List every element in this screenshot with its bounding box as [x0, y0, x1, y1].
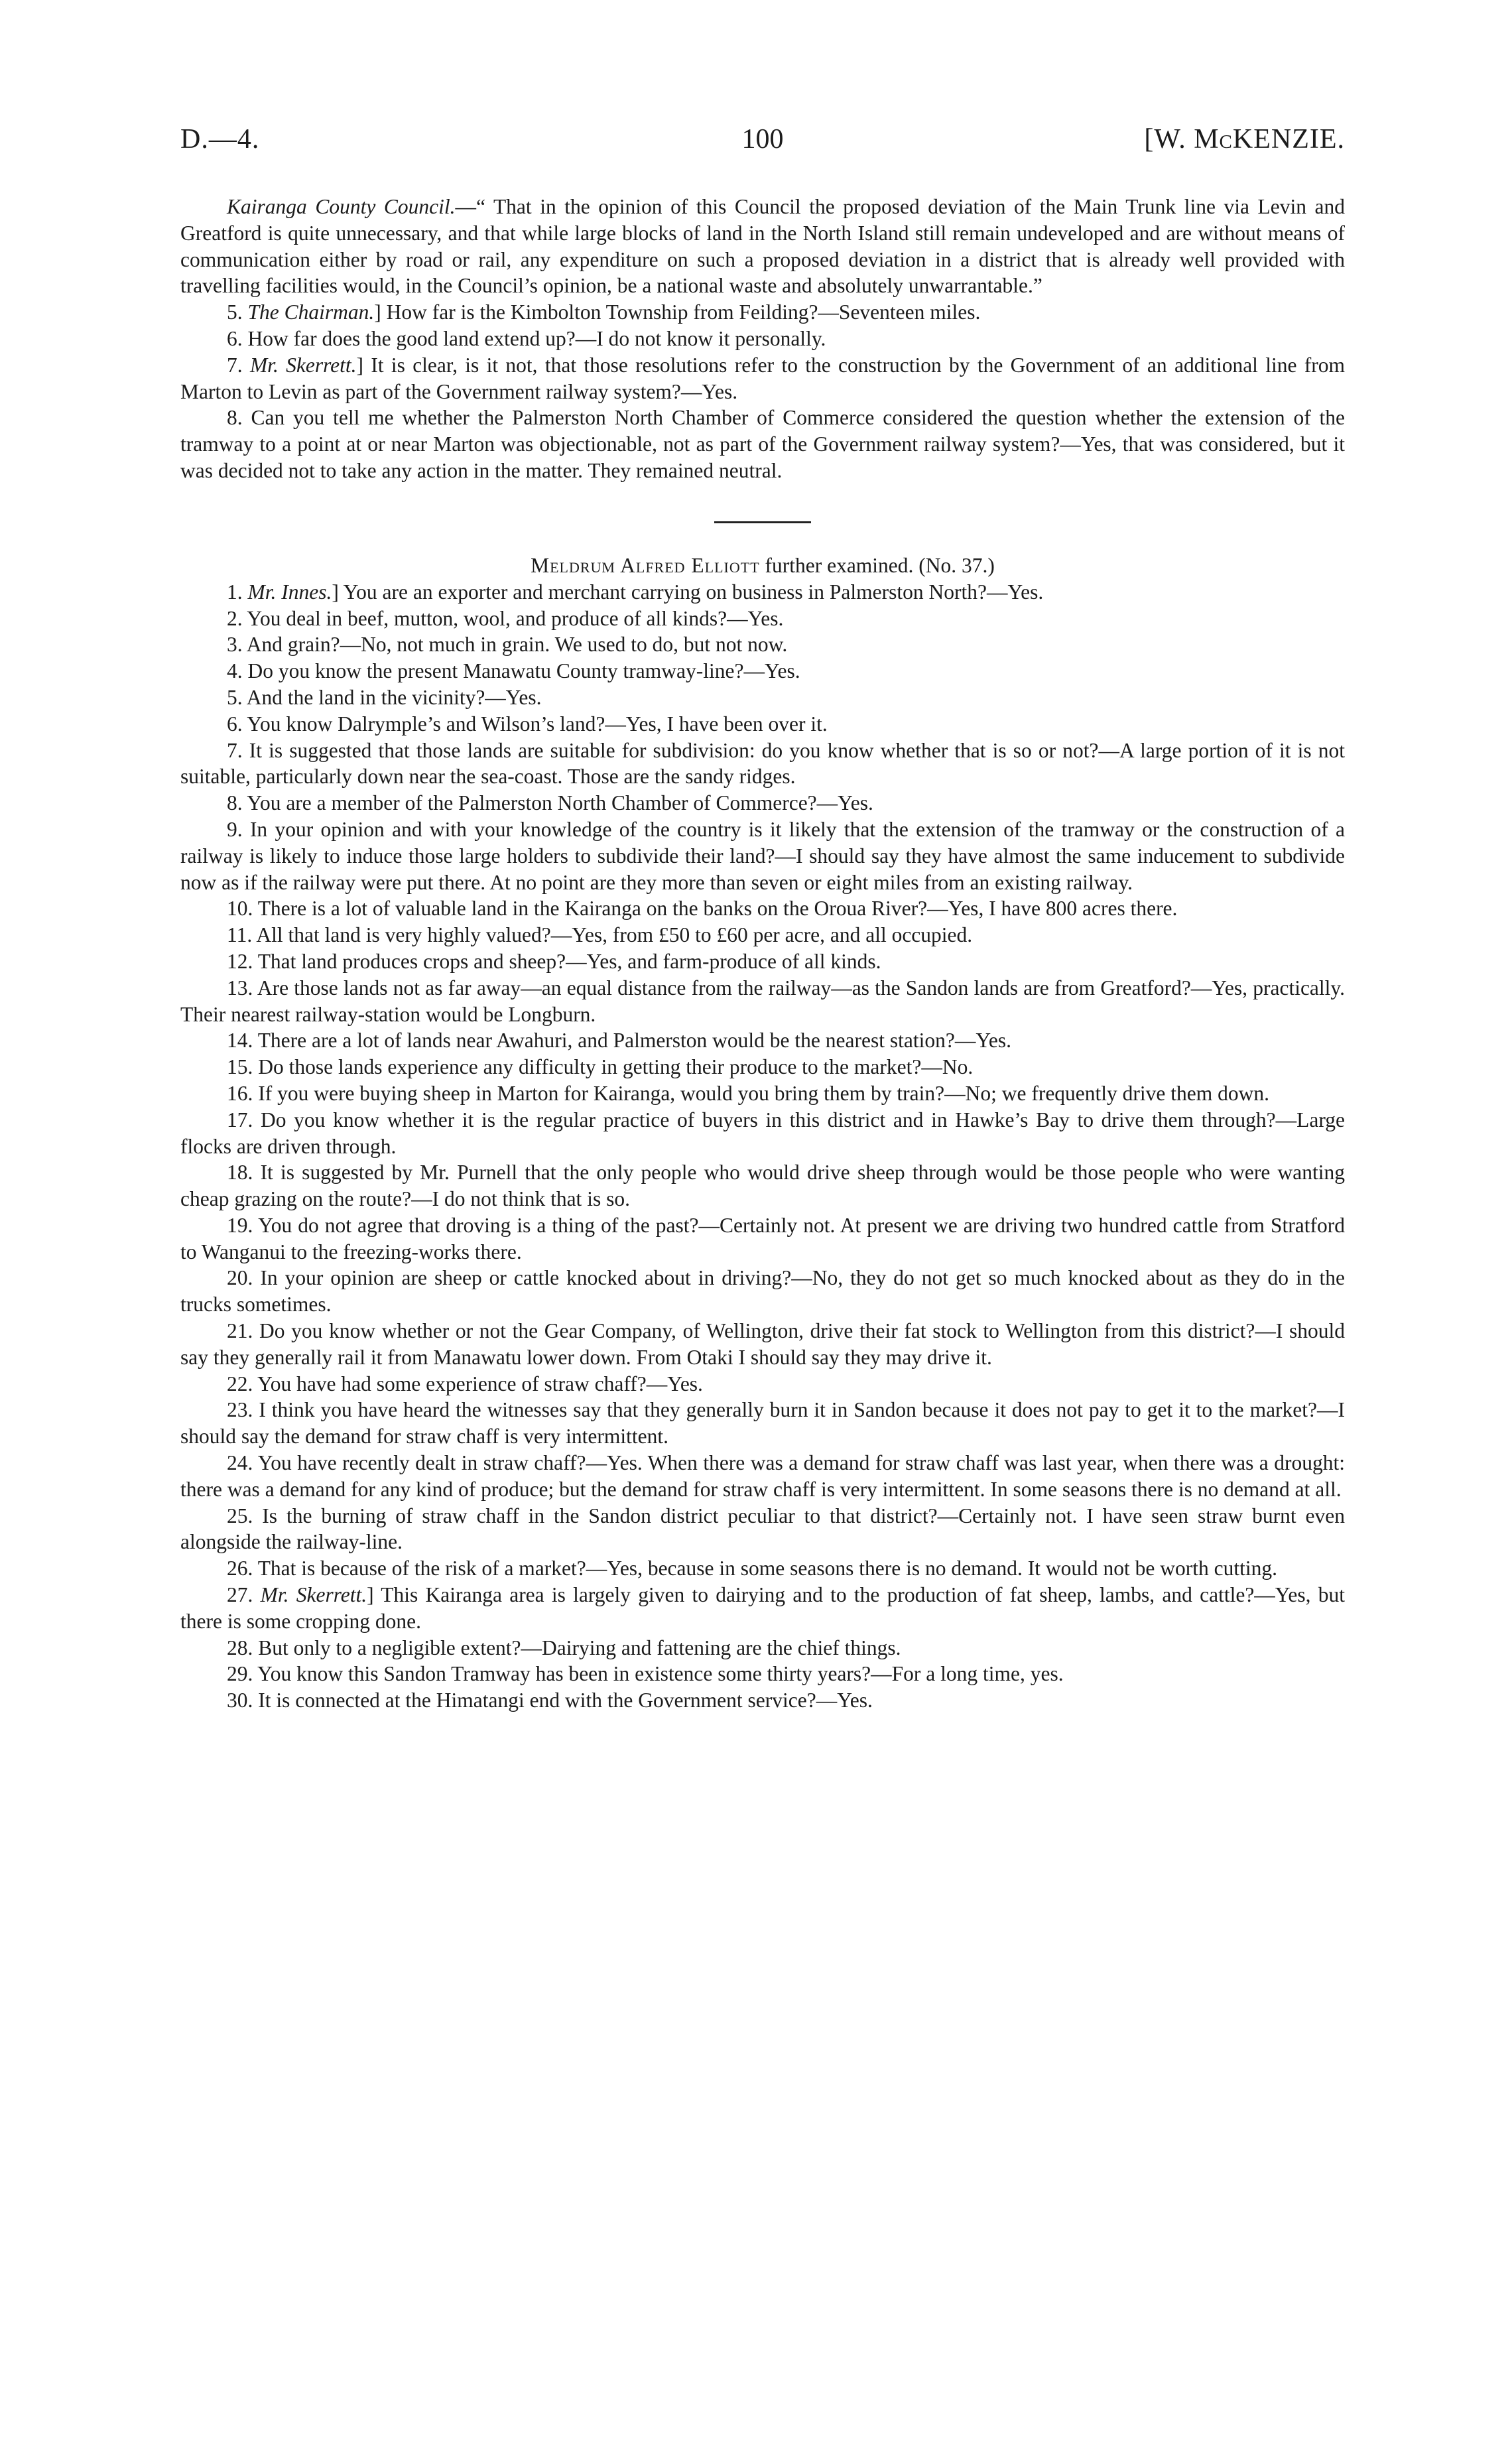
question-answer: [180, 1265, 1345, 1318]
question-answer: [180, 658, 1345, 684]
question-text: You deal in beef, mutton, wool, and produce of all kinds?—Yes.: [247, 606, 784, 630]
question-text: That is because of the risk of a market?—Yes, because in some seasons there is no demand. It would not be worth cutting.: [257, 1557, 1277, 1580]
section-divider: [714, 521, 811, 523]
question-number: 11.: [227, 923, 253, 947]
question-answer: [180, 1582, 1345, 1635]
question-answer: [180, 352, 1345, 405]
page-number: 100: [741, 124, 784, 155]
witness-name: Meldrum Alfred Elliott: [531, 553, 760, 577]
question-answer: [180, 1397, 1345, 1450]
question-answer: [180, 579, 1345, 606]
question-answer: [180, 1318, 1345, 1371]
question-number: 13.: [227, 976, 253, 999]
question-number: 1.: [227, 580, 243, 604]
question-text: ] You are an exporter and merchant carrying on business in Palmerston North?—Yes.: [332, 580, 1044, 604]
question-number: 14.: [227, 1029, 253, 1053]
question-number: 28.: [227, 1636, 253, 1659]
question-answer: [180, 1503, 1345, 1556]
question-text: It is suggested by Mr. Purnell that the only people who would drive sheep through would be those people who were wanting cheap grazing on the route?—I do not think that is so.: [180, 1161, 1345, 1211]
question-number: 20.: [227, 1266, 253, 1290]
question-text: It is connected at the Himatangi end with the Government service?—Yes.: [258, 1689, 873, 1712]
council-resolution-text: —“ That in the opinion of this Council the proposed deviation of the Main Trunk line via Levin and Greatford is quite unnecessary, and that while large blocks of land in the North Island still remain undeveloped and are without means of communication either by road or rail, any expenditure on such a proposed deviation in a district that is already well provided with travelling facilities would, in the Council’s opinion, be a national waste and absolutely unwarrantable.”: [180, 195, 1346, 298]
question-answer: [180, 1054, 1345, 1080]
question-number: 21.: [227, 1319, 253, 1343]
question-answer: [180, 684, 1345, 711]
question-number: 17.: [227, 1108, 253, 1131]
question-text: All that land is very highly valued?—Yes, from £50 to £60 per acre, and all occupied.: [256, 923, 973, 947]
question-text: If you were buying sheep in Marton for Kairanga, would you bring them by train?—No; we frequently drive them down.: [258, 1081, 1269, 1105]
question-text: And grain?—No, not much in grain. We used to do, but not now.: [246, 633, 788, 657]
witness-heading: [180, 552, 1345, 579]
question-answer: [180, 1555, 1345, 1582]
question-answer: [180, 975, 1345, 1028]
question-number: 5.: [227, 300, 243, 324]
question-text: Do you know whether or not the Gear Company, of Wellington, drive their fat stock to Wellington from this district?—I should say they generally rail it from Manawatu lower down. From Otaki I should say they may drive it.: [180, 1319, 1345, 1369]
question-number: 9.: [227, 817, 243, 841]
question-text: There are a lot of lands near Awahuri, and Palmerston would be the nearest station?—Yes.: [257, 1029, 1012, 1053]
question-text: ] It is clear, is it not, that those resolutions refer to the construction by the Government of an additional line from Marton to Levin as part of the Government railway system?—Yes.: [180, 353, 1346, 403]
question-number: 7.: [227, 353, 243, 377]
question-answer: [180, 326, 1345, 352]
page-header: [180, 123, 1345, 170]
question-number: 16.: [227, 1081, 253, 1105]
question-text: It is suggested that those lands are suitable for subdivision: do you know whether that is so or not?—A large portion of it is not suitable, particularly down near the sea-coast. Those are the sandy ridges.: [180, 738, 1346, 789]
question-text: ] This Kairanga area is largely given to dairying and to the production of fat sheep, lambs, and cattle?—Yes, but there is some cropping done.: [180, 1583, 1345, 1633]
report-reference: D.—4.: [180, 124, 260, 155]
question-number: 29.: [227, 1662, 253, 1686]
question-text: I think you have heard the witnesses say that they generally burn it in Sandon because it does not pay to get it to the market?—I should say the demand for straw chaff is very intermittent.: [180, 1398, 1346, 1448]
speaker-name: Mr. Skerrett.: [249, 353, 357, 377]
witness-heading-rest: further examined. (No. 37.): [765, 553, 995, 577]
question-answer: [180, 1212, 1345, 1265]
question-answer: [180, 816, 1345, 895]
question-answer: [180, 711, 1345, 738]
question-text: How far does the good land extend up?—I do not know it personally.: [247, 326, 826, 350]
question-text: You know Dalrymple’s and Wilson’s land?—Yes, I have been over it.: [247, 712, 828, 736]
question-text: You are a member of the Palmerston North Chamber of Commerce?—Yes.: [247, 791, 873, 815]
second-question-list: [180, 579, 1345, 1714]
question-answer: [180, 1107, 1345, 1160]
question-text: Is the burning of straw chaff in the Sandon district peculiar to that district?—Certainly not. I have seen straw burnt even alongside the railway-line.: [180, 1504, 1345, 1554]
question-number: 26.: [227, 1557, 253, 1580]
speaker-name: The Chairman.: [247, 300, 375, 324]
question-number: 5.: [227, 685, 243, 709]
question-number: 8.: [227, 406, 243, 430]
question-answer: [180, 1450, 1345, 1503]
question-number: 15.: [227, 1055, 253, 1079]
page-body: [180, 194, 1345, 1714]
question-answer: [180, 1027, 1345, 1054]
question-number: 19.: [227, 1213, 253, 1237]
question-answer: [180, 299, 1345, 326]
question-text: Do those lands experience any difficulty in getting their produce to the market?—No.: [258, 1055, 974, 1079]
question-number: 24.: [227, 1451, 253, 1475]
question-answer: [180, 606, 1345, 632]
question-number: 18.: [227, 1161, 253, 1185]
question-text: ] How far is the Kimbolton Township from Feilding?—Seventeen miles.: [374, 300, 981, 324]
question-text: Do you know whether it is the regular practice of buyers in this district and in Hawke’s Bay to drive them through?—Large flocks are driven through.: [180, 1108, 1345, 1158]
question-text: Can you tell me whether the Palmerston North Chamber of Commerce considered the question whether the extension of the tramway to a point at or near Marton was objectionable, not as part of the Government railway system?—Yes, that was considered, but it was decided not to take any action in the matter. They remained neutral.: [180, 406, 1346, 482]
question-text: You do not agree that droving is a thing of the past?—Certainly not. At present we are driving two hundred cattle from Stratford to Wanganui to the freezing-works there.: [180, 1213, 1345, 1263]
question-number: 22.: [227, 1372, 253, 1395]
question-text: You have had some experience of straw chaff?—Yes.: [257, 1372, 703, 1395]
speaker-name: Mr. Skerrett.: [260, 1583, 367, 1607]
question-answer: [180, 1371, 1345, 1397]
question-text: Are those lands not as far away—an equal distance from the railway—as the Sandon lands are from Greatford?—Yes, practically. Their nearest railway-station would be Longburn.: [180, 976, 1345, 1026]
question-text: You know this Sandon Tramway has been in existence some thirty years?—For a long time, yes.: [257, 1662, 1064, 1686]
first-question-list: [180, 299, 1345, 484]
question-text: There is a lot of valuable land in the Kairanga on the banks on the Oroua River?—Yes, I have 800 acres there.: [257, 897, 1178, 921]
question-number: 6.: [227, 712, 243, 736]
question-answer: [180, 948, 1345, 975]
question-text: But only to a negligible extent?—Dairying and fattening are the chief things.: [258, 1636, 901, 1659]
council-resolution: [180, 194, 1345, 299]
question-answer: [180, 922, 1345, 948]
question-answer: [180, 405, 1345, 483]
council-label: Kairanga County Council.: [227, 195, 456, 218]
question-answer: [180, 1635, 1345, 1661]
question-text: That land produces crops and sheep?—Yes, and farm-produce of all kinds.: [257, 949, 881, 973]
speaker-name: Mr. Innes.: [247, 580, 332, 604]
question-text: Do you know the present Manawatu County tramway-line?—Yes.: [247, 659, 800, 683]
question-number: 30.: [227, 1689, 253, 1712]
question-answer: [180, 738, 1345, 791]
question-number: 23.: [227, 1398, 253, 1422]
question-number: 10.: [227, 897, 253, 921]
witness-header: [W. McKENZIE.: [1144, 124, 1345, 155]
question-answer: [180, 790, 1345, 816]
question-answer: [180, 1080, 1345, 1107]
question-answer: [180, 1687, 1345, 1714]
question-text: You have recently dealt in straw chaff?—Yes. When there was a demand for straw chaff was last year, when there was a drought: there was a demand for any kind of produce; but the demand for straw chaff is very intermittent. In some seasons there is no demand at all.: [180, 1451, 1346, 1501]
question-number: 2.: [227, 606, 243, 630]
question-answer: [180, 895, 1345, 922]
question-number: 8.: [227, 791, 243, 815]
question-answer: [180, 1661, 1345, 1687]
question-number: 6.: [227, 326, 243, 350]
question-number: 25.: [227, 1504, 253, 1527]
question-text: In your opinion and with your knowledge of the country is it likely that the extension of the tramway or the construction of a railway is likely to induce those large holders to subdivide their land?—I should say they have almost the same inducement to subdivide now as if the railway were put there. At no point are they more than seven or eight miles from an existing railway.: [180, 817, 1345, 894]
question-answer: [180, 1159, 1345, 1212]
question-number: 3.: [227, 633, 243, 657]
question-text: In your opinion are sheep or cattle knocked about in driving?—No, they do not get so much knocked about as they do in the trucks sometimes.: [180, 1266, 1345, 1317]
question-answer: [180, 631, 1345, 658]
question-number: 12.: [227, 949, 253, 973]
question-text: And the land in the vicinity?—Yes.: [246, 685, 542, 709]
question-number: 7.: [227, 738, 243, 762]
question-number: 4.: [227, 659, 243, 683]
question-number: 27.: [227, 1583, 253, 1607]
